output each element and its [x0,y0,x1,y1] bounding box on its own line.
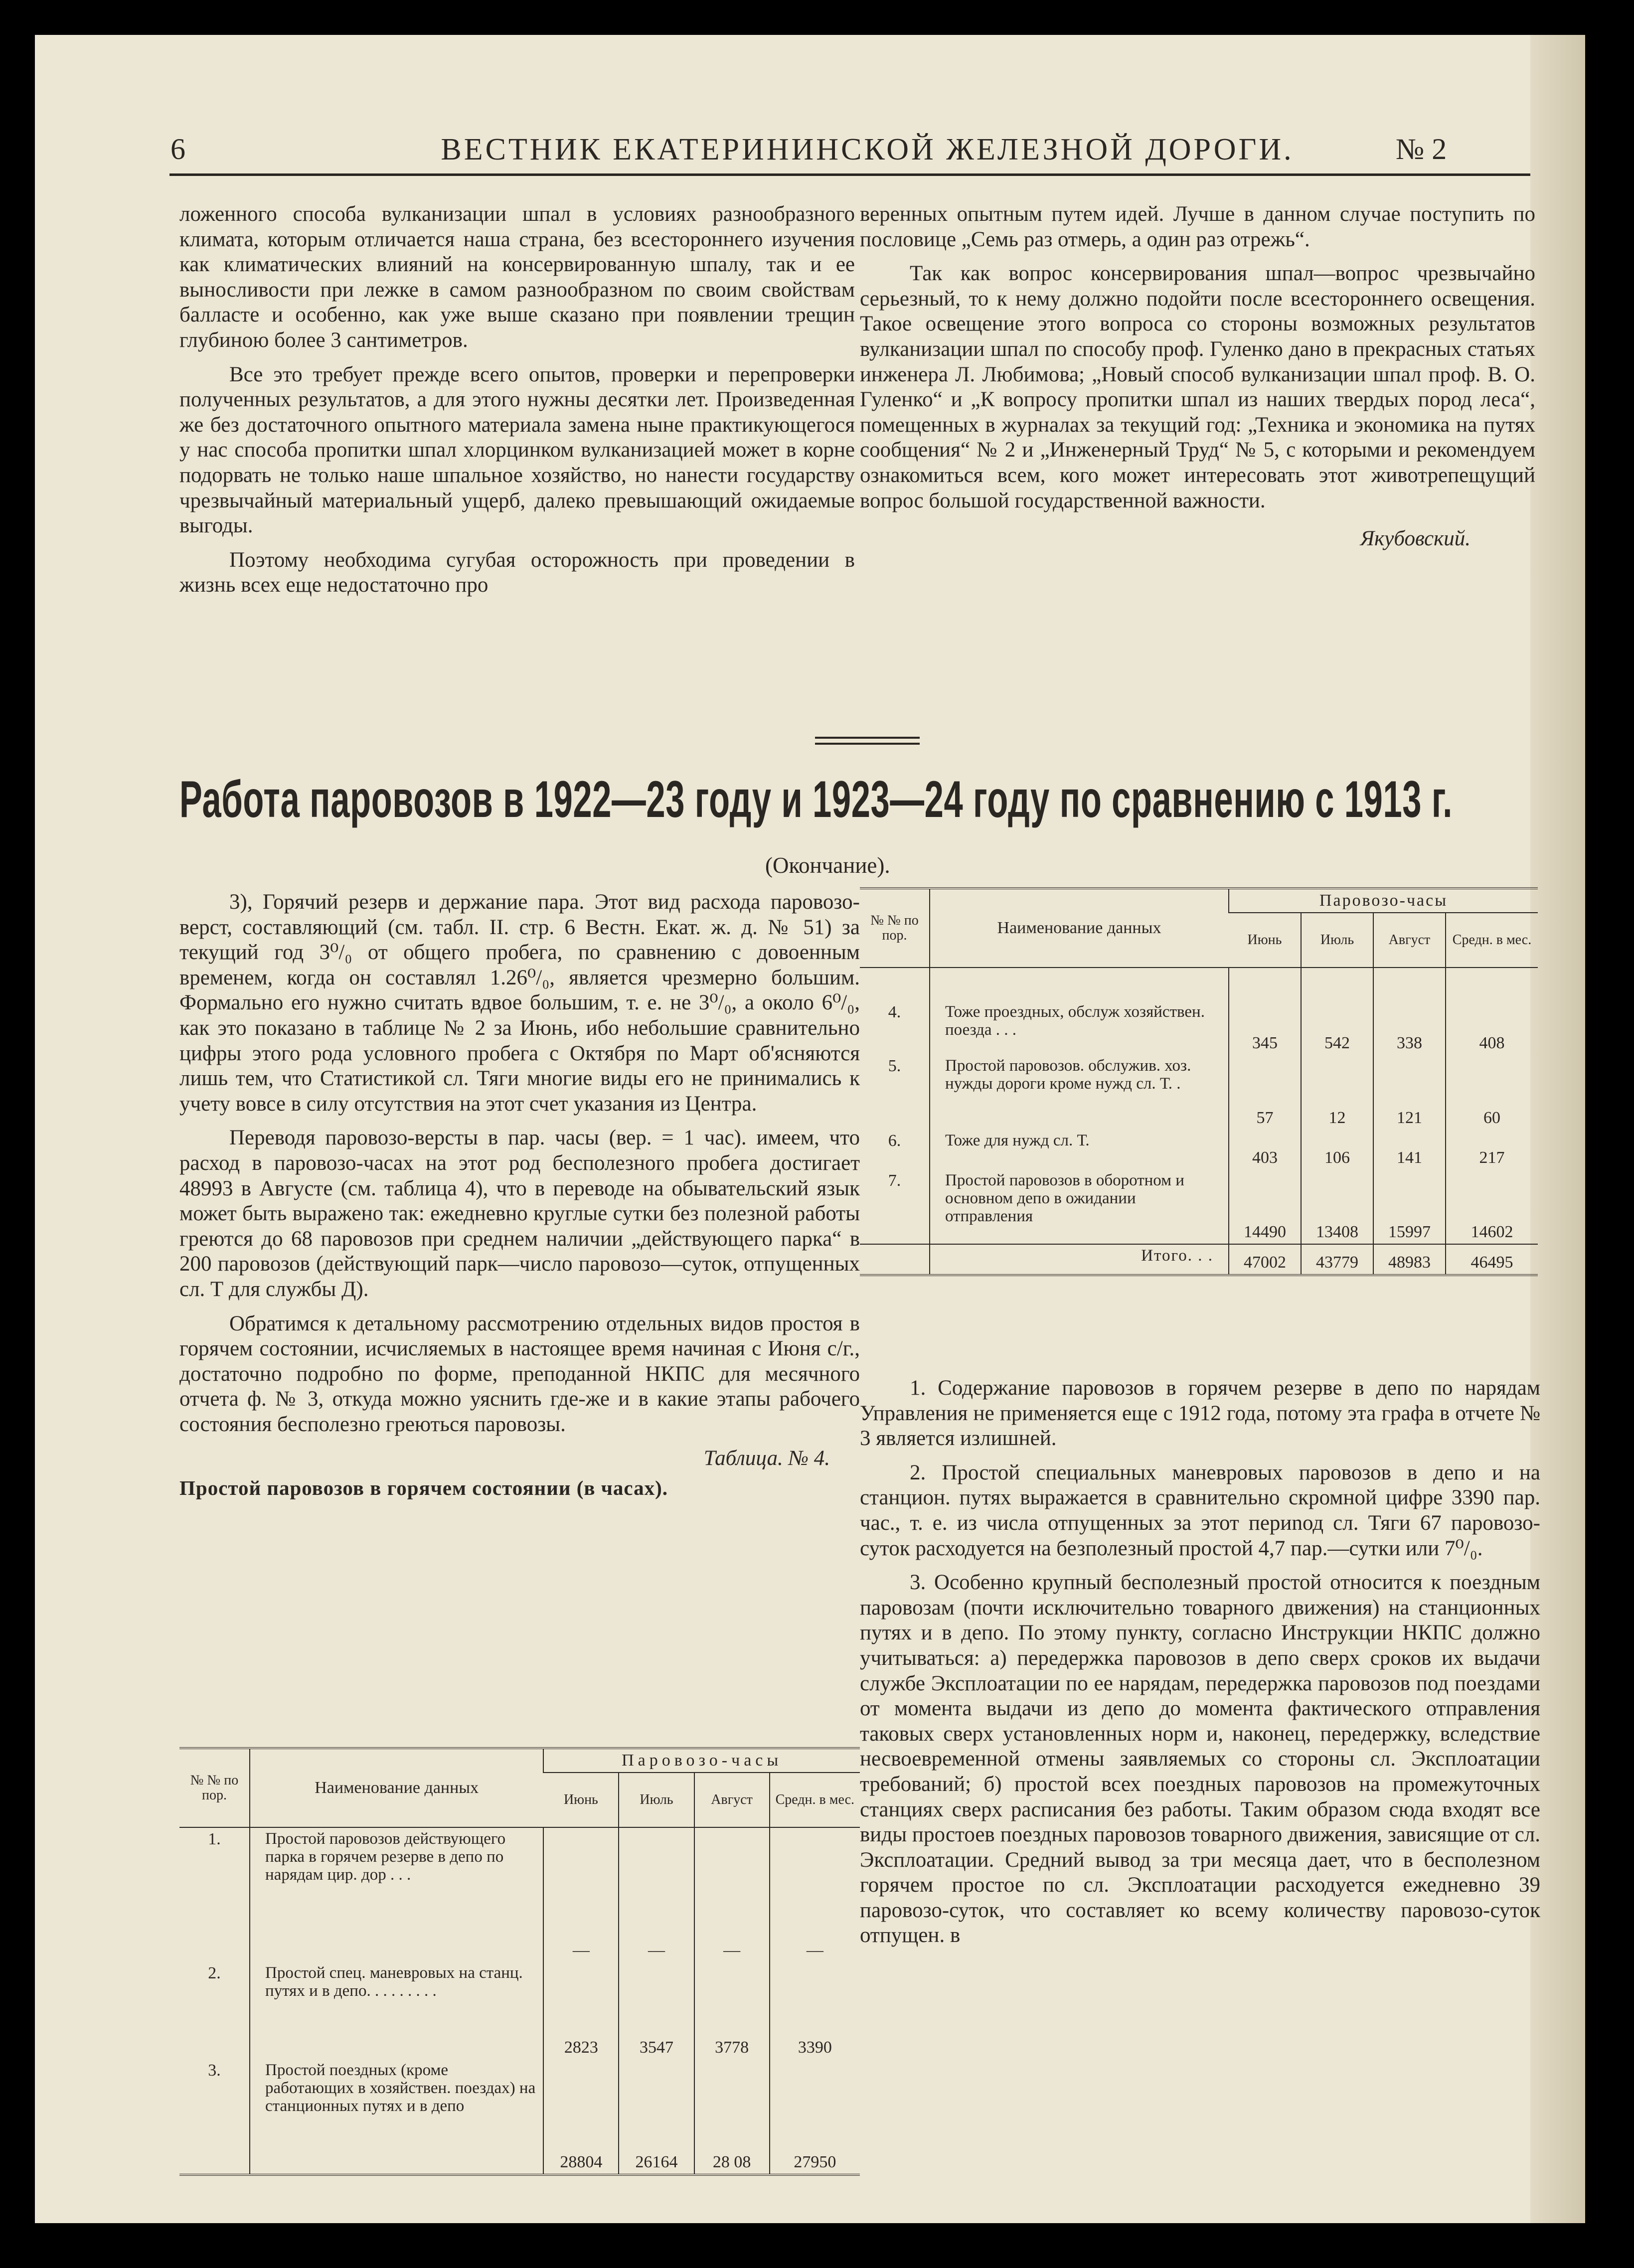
cell-value: 3547 [619,1962,694,2059]
cell-value: 27950 [770,2059,860,2174]
cell-value: 217 [1446,1130,1538,1169]
cell-value: 15997 [1373,1169,1446,1244]
article-subtitle: (Окончание). [765,853,890,878]
table-title-caption: Простой паровозов в горячем состоянии (в часах). [179,1476,668,1500]
column-header-name: Наименование данных [930,889,1229,968]
cell-value: 345 [1229,968,1301,1055]
cell-value: 403 [1229,1130,1301,1169]
cell-value: 338 [1373,968,1446,1055]
column-header-month: Июнь [1229,913,1301,968]
cell-value: 60 [1446,1055,1538,1130]
cell-value: — [543,1827,619,1962]
table-row [860,968,1538,1055]
cell-value: 14490 [1229,1169,1301,1244]
row-name: Тоже для нужд сл. Т. [930,1130,1229,1169]
column-header-group: Паровозо-часы [1229,889,1538,913]
column-header-month: Средн. в мес. [770,1773,860,1827]
cell-value: — [694,1827,770,1962]
row-number: 3. [208,2061,221,2080]
column-header-month: Июнь [543,1773,619,1827]
paragraph: Поэтому необходима сугубая осторожность при проведении в жизнь всех еще недостаточно про [179,548,855,597]
table-row [179,1827,860,1962]
paragraph: Так как вопрос консервирования шпал—вопрос чрезвычайно серьезный, то к нему должно подойти после всестороннего освещения. Такое освещение этого вопроса со стороны возможных результатов вулканизации шпал по способу проф. Гуленко дано в прекрасных статьях инженера Л. Любимова; „Новый способ вулканизации шпал проф. В. О. Гуленко“ и „К вопросу пропитки шпал из наших твердых пород леса“, помещенных в журналах за текущий год: „Техника и экономика на путях сообщения“ № 2 и „Инженерный Труд“ № 5, с которыми и рекомендуем ознакомиться всем, кого может интересовать этот животрепещущий вопрос большой государственной важности. [860,262,1535,512]
article-title: Работа паровозов в 1922—23 году и 1923—24 году по сравнению с 1913 г. [179,771,1453,828]
page-number: 6 [170,133,185,165]
paragraph: 3. Особенно крупный бесполезный простой относится к поездным паровозам (почти исключительно товарного движения) на станционных путях и в депо. По этому пункту, согласно Инструкции НКПС должно учитываться: а) передержка паровозов в депо сверх сроков их выдачи службе Эксплоатации по ее нарядам, передержка паровозов под поездами от момента выдачи из депо до момента фактического отправления таковых сверх установленных норм и, наконец, передержку, вследствие несвоевременной отмены заявляемых со стороны сл. Эксплоатации требований; б) простой всех поездных паровозов на промежуточных станциях сверх расписания без работы. Таким образом сюда входят все виды простоев поездных паровозов товарного движения, зависящие от сл. Эксплоатации. Средний вывод за три месяца дает, что в бесполезном горячем простое по сл. Эксплоатации расходуется ежедневно 39 паровозо-суток, что составляет ко всему количеству паровозо-суток отпущен. в [860,1571,1540,1947]
cell-value: 542 [1301,968,1373,1055]
row-number: 5. [888,1057,901,1075]
table-number-caption: Таблица. № 4. [703,1447,830,1470]
cell-value: 12 [1301,1055,1373,1130]
table-part-1 [179,1747,860,2176]
total-label: Итого. . . [930,1244,1229,1274]
data-table [860,889,1538,1274]
column-header-number: № № по пор. [860,889,930,968]
bottom-right-column [860,1376,1540,1948]
column-header-month: Август [694,1773,770,1827]
cell-value: 28 08 [694,2059,770,2174]
paragraph: веренных опытным путем идей. Лучше в данном случае поступить по пословице „Семь раз отмерь, а один раз отрежь“. [860,202,1535,251]
empty-cell [860,1244,930,1274]
row-name: Тоже проездных, обслуж хозяйствен. поезда . . . [930,968,1229,1055]
total-value: 48983 [1373,1244,1446,1274]
table-row [860,1130,1538,1169]
row-number: 1. [208,1830,221,1848]
row-name: Простой поездных (кроме работающих в хозяйствен. поездах) на станционных путях и в депо [250,2059,543,2174]
row-name: Простой паровозов действующего парка в горячем резерве в депо по нарядам цир. дор . . . [250,1827,543,1962]
data-table [179,1749,860,2174]
journal-title: ВЕСТНИК ЕКАТЕРИНИНСКОЙ ЖЕЛЕЗНОЙ ДОРОГИ. [441,133,1294,166]
total-value: 47002 [1229,1244,1301,1274]
table-part-2 [860,887,1538,1276]
cell-value: 3778 [694,1962,770,2059]
section-separator [815,743,920,745]
column-header-group: Паровозо-часы [543,1749,860,1773]
table-row [860,1169,1538,1244]
cell-value: 28804 [543,2059,619,2174]
cell-value: 57 [1229,1055,1301,1130]
cell-value: 13408 [1301,1169,1373,1244]
cell-value: 2823 [543,1962,619,2059]
cell-value: 408 [1446,968,1538,1055]
total-value: 46495 [1446,1244,1538,1274]
section-separator [815,737,920,739]
table-row [179,2059,860,2174]
paragraph: Обратимся к детальному рассмотрению отдельных видов простоя в горячем состоянии, исчисляемых в настоящее время начиная с Июня с/г., достаточно подробно по форме, преподанной НКПС для месячного отчета ф. № 3, откуда можно уяснить где-же и в какие этапы рабочего состояния бесполезно греються паровозы. [179,1311,860,1436]
column-header-month: Июль [619,1773,694,1827]
top-right-column [860,202,1535,552]
cell-value: 26164 [619,2059,694,2174]
table-total-row [860,1244,1538,1274]
header-rule [169,173,1530,176]
issue-number: № 2 [1396,133,1447,165]
row-number: 2. [208,1964,221,1982]
cell-value: — [619,1827,694,1962]
row-name: Простой спец. маневровых на станц. путях и в депо. . . . . . . . . [250,1962,543,2059]
table-row [179,1962,860,2059]
column-header-month: Средн. в мес. [1446,913,1538,968]
total-value: 43779 [1301,1244,1373,1274]
paragraph: 1. Содержание паровозов в горячем резерве в депо по нарядам Управления не применяется еще с 1912 года, потому эта графа в отчете № 3 является излишней. [860,1376,1540,1451]
cell-value: 14602 [1446,1169,1538,1244]
table-row [860,1055,1538,1130]
row-name: Простой паровозов в оборотном и основном депо в ожидании отправления [930,1169,1229,1244]
cell-value: — [770,1827,860,1962]
top-left-column [179,202,855,598]
bottom-left-column [179,890,860,1501]
cell-value: 141 [1373,1130,1446,1169]
paragraph: ложенного способа вулканизации шпал в условиях разнообразного климата, которым отличается наша страна, без всестороннего изучения как климатических влияний на консервированную шпалу, так и ее выносливости при лежке в самом разнообразном по своим свойствам балласте и особенно, как уже выше сказано при появлении трещин глубиною более 3 сантиметров. [179,202,855,352]
column-header-month: Июль [1301,913,1373,968]
row-name: Простой паровозов. обслужив. хоз. нужды дороги кроме нужд сл. Т. . [930,1055,1229,1130]
row-number: 7. [888,1171,901,1190]
cell-value: 121 [1373,1055,1446,1130]
column-header-name: Наименование данных [250,1749,543,1827]
column-header-month: Август [1373,913,1446,968]
paragraph: 2. Простой специальных маневровых паровозов в депо и на станцион. путях выражается в сравнительно скромной цифре 3390 пар. час., т. е. из числа отпущенных за этот периnод сл. Тяги 67 паровозо-суток расходуется на безполезный простой 4,7 пар.—сутки или 7⁰/₀. [860,1460,1540,1560]
newspaper-page [35,35,1585,2223]
row-number: 4. [888,1003,901,1021]
cell-value: 3390 [770,1962,860,2059]
paragraph: Переводя паровозо-версты в пар. часы (вер. = 1 час). имеем, что расход в паровозо-часах на этот род бесполезного пробега достигает 48993 в Августе (см. таблица 4), что в переводе на обывательский язык может быть выражено так: ежедневно круглые сутки без полезной работы греются до 68 паровозов при среднем наличии „действующего парка“ в 200 паровозов (действующий парк—число паровозо—суток, отпущенных сл. Т для службы Д). [179,1126,860,1301]
cell-value: 106 [1301,1130,1373,1169]
paragraph: Все это требует прежде всего опытов, проверки и перепроверки полученных результатов, а для этого нужны десятки лет. Произведенная же без достаточного опытного материала замена ныне практикующегося у нас способа пропитки шпал хлорцинком вулканизацией может в корне подорвать не только наше шпальное хозяйство, но нанести государству чрезвычайный материальный ущерб, далеко превышающий ожидаемые выгоды. [179,362,855,538]
column-header-number: № № по пор. [179,1749,250,1827]
row-number: 6. [888,1132,901,1150]
paragraph: 3), Горячий резерв и держание пара. Этот вид расхода паровозо-верст, составляющий (см. табл. II. стр. 6 Вестн. Екат. ж. д. № 51) за текущий год 3⁰/₀ от общего пробега, по сравнению с довоенным временем, когда он составлял 1.26⁰/₀, является чрезмерно большим. Формально его нужно считать вдвое большим, т. е. не 3⁰/₀, а около 6⁰/₀, как это показано в таблице № 2 за Июнь, ибо небольшие сравнительно цифры этого рода условного пробега с Октября по Март об'ясняются лишь тем, что Статистикой сл. Тяги многие виды его не принимались к учету вовсе в силу отсутствия на этот счет указания из Центра. [179,890,860,1116]
author-signature: Якубовский. [1360,527,1471,551]
